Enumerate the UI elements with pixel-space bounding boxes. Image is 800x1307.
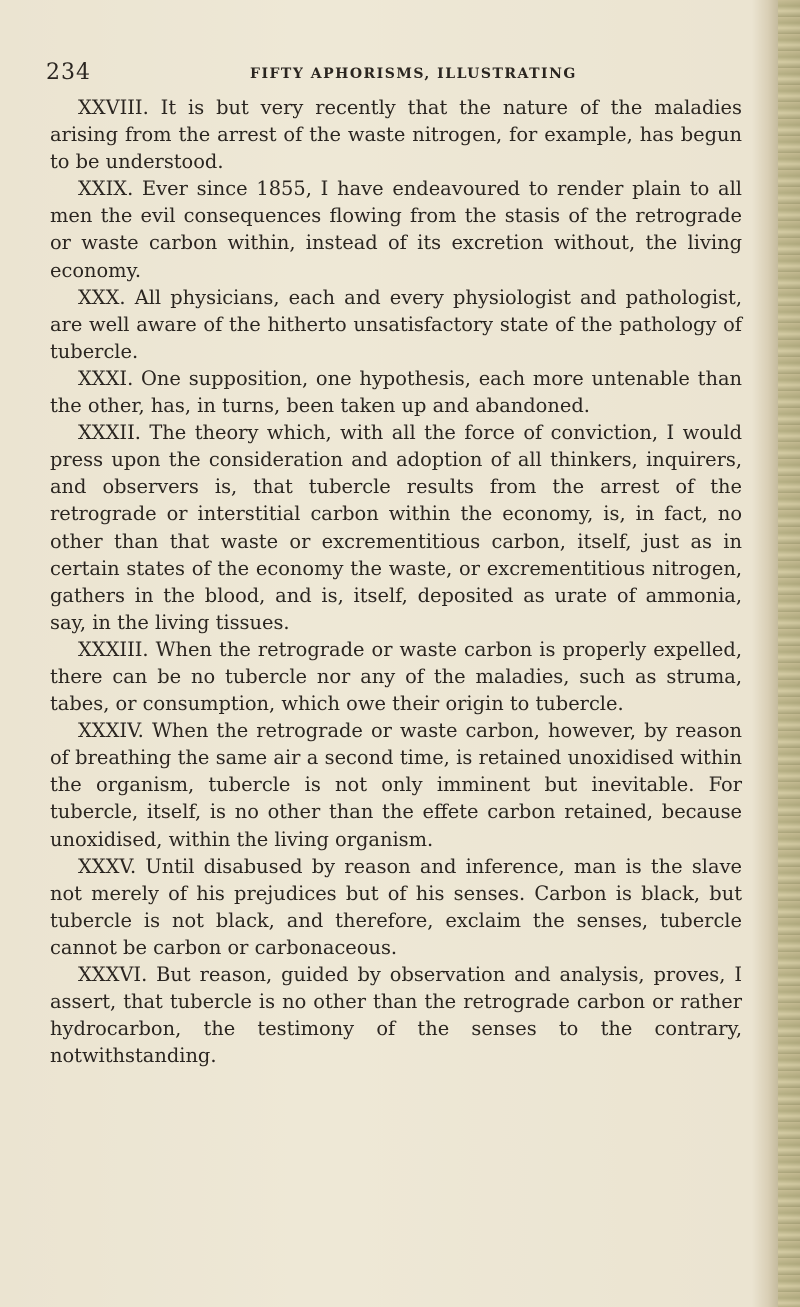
page-edge xyxy=(778,0,800,1307)
aphorism-xxxi: XXXI. One supposition, one hypothesis, each more untenable than the other, has, in turns, been taken up and abandoned. xyxy=(50,366,742,418)
aphorism-xxx: XXX. All physicians, each and every physiologist and pathologist, are well aware of the hitherto unsatisfactory state of the pathology of tubercle. xyxy=(50,285,742,363)
page-number: 234 xyxy=(46,60,91,85)
aphorism-xxxiii: XXXIII. When the retrograde or waste carbon is properly expelled, there can be no tubercle nor any of the maladies, such as struma, tabes, or consumption, which owe their origin to tubercle. xyxy=(50,637,742,716)
aphorism-xxxv: XXXV. Until disabused by reason and inference, man is the slave not merely of his prejudices but of his senses. Carbon is black, but tubercle is not black, and therefore, exclaim the senses, tubercle cannot be carbon or carbonaceous. xyxy=(50,854,742,959)
aphorism-xxxvi: XXXVI. But reason, guided by observation and analysis, proves, I assert, that tubercle is no other than the retrograde carbon or rather hydrocarbon, the testimony of the senses to the contrary, notwithstanding. xyxy=(50,963,742,1068)
running-title: FIFTY APHORISMS, ILLUSTRATING xyxy=(250,66,577,82)
aphorism-xxxiv: XXXIV. When the retrograde or waste carbon, however, by reason of breathing the same air a second time, is retained unoxidised within the organism, tubercle is not only imminent but inevitable. For tubercle, itself, is no other than the effete carbon retained, because unoxidised, within the living organism. xyxy=(50,719,742,851)
aphorism-xxviii: XXVIII. It is but very recently that the nature of the maladies arising from the arrest of the waste nitrogen, for example, has begun to be understood. xyxy=(50,96,742,174)
aphorism-xxix: XXIX. Ever since 1855, I have endeavoured to render plain to all men the evil consequences flowing from the stasis of the retrograde or waste carbon within, instead of its excretion without, the living economy. xyxy=(50,177,742,282)
aphorism-xxxii: XXXII. The theory which, with all the force of conviction, I would press upon the consideration and adoption of all thinkers, inquirers, and observers is, that tubercle results from the arrest of the retrograde or interstitial carbon within the economy, is, in fact, no other than that waste or excrementitious carbon, itself, just as in certain states of the economy the waste, or excrementitious nitrogen, gathers in the blood, and is, itself, deposited as urate of ammonia, say, in the living tissues. xyxy=(50,421,742,634)
body-text xyxy=(50,94,742,1069)
